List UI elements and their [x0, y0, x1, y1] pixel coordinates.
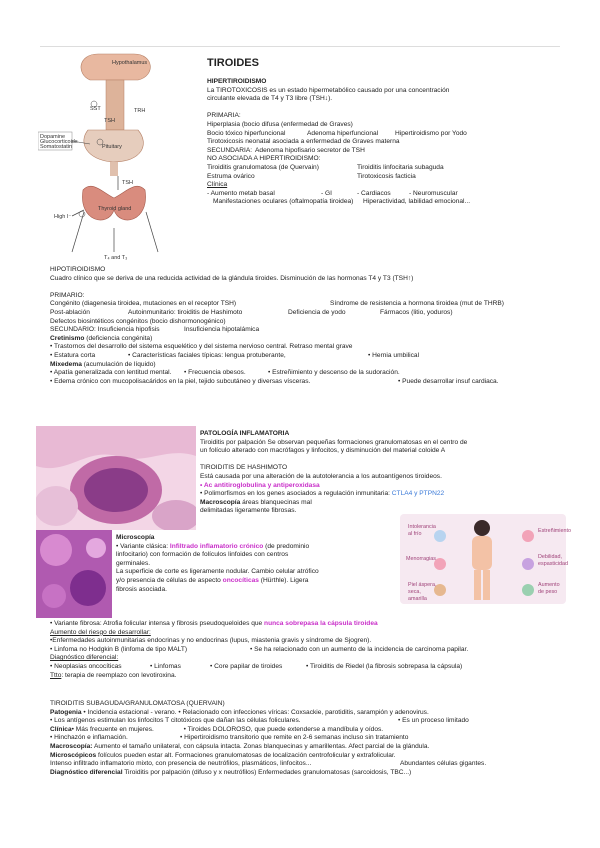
macroscopia-text-2: delimitadas ligeramente fibrosas.	[200, 507, 297, 515]
quervain-ddx-label: Diagnóstico diferencial	[50, 768, 123, 776]
mix-bullet-2b: • Puede desarrollar insuf cardiaca.	[398, 377, 499, 385]
macroscopia-text: áreas blanquecinas mal	[240, 498, 312, 506]
hyper-def1: La TIROTOXICOSIS es un estado hipermetabólico causado por una concentración	[207, 86, 450, 94]
hyper-block	[207, 78, 470, 207]
secundario-b: Insuficiencia hipotalámica	[184, 326, 260, 334]
micro-1c: (de predominio	[263, 542, 310, 550]
micro-3: germinales.	[116, 559, 151, 567]
symptom-piel: Piel áspera, seca, amarilla	[408, 582, 437, 602]
primaria-2b: Adenoma hiperfuncional	[307, 129, 379, 137]
quervain-clinica-2b: • Hipertiroidismo transitorio que remite en 2-6 semanas incluso sin tratamiento	[180, 734, 409, 742]
patogenia-2a: • Los antígenos estimulan los linfocitos T citotóxicos que dañan las células foliculares.	[50, 717, 301, 725]
micro-6: fibrosis asociada.	[116, 585, 167, 593]
ddx-1b: • Linfomas	[150, 662, 181, 670]
quervain-ddx-text: Tiroiditis por palpación (difuso y x neutrófilos) Enfermedades granulomatosas (sarcoidosis, TBC...)	[122, 768, 412, 776]
quervain-micro-2b: Abundantes células gigantes.	[400, 760, 487, 768]
hipo-heading: HIPOTIROIDISMO	[50, 266, 106, 273]
inflam-line-2: un folículo alterado con macrófagos y linfocitos, y disminución del material coloide A	[200, 447, 446, 455]
clinica-1a: - Aumento metab basal	[207, 189, 275, 197]
tsh-lower-label: TSH	[122, 180, 133, 186]
quervain-clinica-label: Clínica	[50, 725, 72, 733]
primario-1a: Congénito (diagenesia tiroidea, mutaciones en el receptor TSH)	[50, 300, 237, 308]
quervain-clinica-1b: • Más frecuente en mujeres.	[71, 725, 154, 733]
secundaria-value: Adenoma hipofisario secretor de TSH	[255, 146, 365, 154]
quervain-block	[50, 700, 486, 777]
clinica-1c: - Cardiacos	[357, 189, 391, 197]
micro-5c: (Hürthle). Ligera	[258, 576, 309, 584]
patogenia-label: Patogenia	[50, 708, 82, 716]
quervain-micro-2a: Intenso infiltrado inflamatorio mixto, con presencia de neutrófilos, plasmáticos, linfocitos...	[50, 760, 312, 768]
clinica-1b: - GI	[321, 189, 332, 197]
primario-2b: Autoinmunitario: tiroiditis de Hashimoto	[128, 308, 243, 316]
mixedema-note: (acumulación de líquido)	[81, 360, 156, 368]
primario-2d: Fármacos (litio, yoduros)	[380, 308, 453, 316]
quervain-macro-text: Aumento el tamaño unilateral, con cápsula intacta. Zonas blanquecinas y amarillentas. Afect parcial de la glándula.	[92, 742, 430, 750]
hyper-heading: HIPERTIROIDISMO	[207, 78, 267, 85]
cretinismo-label: Cretinismo	[50, 334, 85, 342]
inflam-block	[200, 430, 467, 516]
noasoc-2b: Tirotoxicosis facticia	[357, 172, 416, 180]
inflam-line-1: Tiroiditis por palpación Se observan pequeñas formaciones granulomatosas en el centro de	[200, 438, 468, 446]
mix-bullet-1c: • Estreñimiento y descenso de la sudoración.	[268, 369, 400, 377]
inflam-heading: PATOLOGÍA INFLAMATORIA	[200, 430, 290, 437]
patogenia-1: • Incidencia estacional - verano. • Relacionado con infecciones víricas: Coxsackie, parotiditis, sarampión y adenovirus.	[81, 708, 429, 716]
thyroid-axis-diagram	[38, 52, 198, 262]
macroscopia-label: Macroscopía	[200, 498, 241, 506]
symptom-intolerancia: Intolerancia al frío	[408, 524, 436, 537]
riesgo-1: •Enfermedades autoinmunitarias endocrinas y no endocrinas (lupus, miastenia gravis y síndrome de Sjogren).	[50, 637, 372, 645]
sst-label: SST	[90, 106, 101, 112]
variante-fibrosa-b: nunca sobrepasa la cápsula tiroidea	[264, 620, 378, 627]
ddx-label: Diagnóstico diferencial:	[50, 654, 119, 662]
thyroid-gland-label: Thyroid gland	[98, 206, 132, 212]
t4-t3-label: T₄ and T₃	[104, 255, 128, 261]
page-title: TIROIDES	[207, 57, 259, 69]
patogenia-2b: • Es un proceso limitado	[398, 717, 469, 725]
clinica-1d: - Neuromuscular	[409, 189, 458, 197]
histology-image-lymphocytic	[36, 530, 112, 618]
primaria-2a: Bocio tóxico hiperfuncional	[207, 129, 286, 137]
hashimoto-3a: • Polimorfismos en los genes asociados a regulación inmunitaria:	[200, 490, 392, 498]
cret-bullet-2c: • Hernia umbilical	[368, 351, 420, 359]
primario-2c: Deficiencia de yodo	[288, 308, 346, 316]
primario-3: Defectos biosintéticos congénitos (bocio dishormonogénico)	[50, 317, 226, 325]
primaria-1: Hiperplasia (bocio difusa (enfermedad de Graves)	[207, 120, 353, 128]
riesgo-2b: • Se ha relacionado con un aumento de la incidencia de carcinoma papilar.	[250, 645, 469, 653]
secundario-a: SECUNDARIO: Insuficiencia hipofisis	[50, 326, 160, 334]
quervain-macro-label: Macroscopía:	[50, 742, 93, 750]
hashimoto-1: Está causada por una alteración de la autotolerancia a los autoantígenos tiroideos.	[200, 472, 442, 480]
primario-label: PRIMARIO:	[50, 291, 85, 299]
hashimoto-2: • Ac antitiroglobulina y antiperoxidasa	[200, 481, 320, 489]
hashimoto-heading: TIROIDITIS DE HASHIMOTO	[200, 464, 288, 472]
primario-1b: Síndrome de resistencia a hormona tiroidea (mut de THRB)	[330, 300, 504, 308]
histology-image-hashimoto	[36, 426, 196, 530]
cret-bullet-2a: • Estatura corta	[50, 351, 96, 359]
noasoc-1a: Tiroiditis granulomatosa (de Quervain)	[207, 163, 319, 171]
ddx-1c: • Core papilar de tiroides	[210, 662, 283, 670]
tto-text: : terapia de reemplazo con levotiroxina.	[61, 671, 177, 679]
micro-5a: y/o presencia de células de aspecto	[116, 576, 223, 584]
primaria-label: PRIMARIA:	[207, 112, 241, 120]
quervain-clinica-2a: • Hinchazón e inflamación.	[50, 734, 128, 742]
hashimoto-extra-block	[50, 620, 468, 680]
micro-5b: oncocíticas	[222, 576, 259, 584]
micro-2: linfocitario) con formación de folículos linfoides con centros	[116, 551, 289, 559]
microscopia-label: Microscopía	[116, 534, 155, 541]
mix-bullet-1a: • Apatía generalizada con lentitud mental.	[50, 369, 172, 377]
variante-fibrosa-a: • Variante fibrosa: Atrofia folicular intensa y fibrosis pseudoqueloides que	[50, 620, 265, 627]
riesgo-label: Aumento del riesgo de desarrollar:	[50, 628, 151, 636]
symptoms-panel	[400, 514, 571, 604]
cretinismo-note: (deficiencia congénita)	[84, 334, 153, 342]
symptom-estrenimiento: Estreñimiento	[538, 528, 571, 534]
glucocorticoids-label: Glucocorticoids	[40, 139, 78, 145]
riesgo-2a: • Linfoma no Hodgkin B (linfoma de tipo MALT)	[50, 645, 188, 653]
mixedema-label: Mixedema	[50, 360, 82, 368]
noasoc-label: NO ASOCIADA A HIPERTIROIDISMO:	[207, 155, 321, 163]
secundaria-label: SECUNDARIA:	[207, 146, 253, 154]
symptom-menorragias: Menorragias	[406, 556, 436, 562]
cret-bullet-2b: • Características faciales típicas: lengua protuberante,	[128, 351, 286, 359]
clinica-2a: Manifestaciones oculares (oftalmopatía tiroidea)	[213, 198, 354, 206]
ddx-1d: • Tiroiditis de Riedel (la fibrosis sobrepasa la cápsula)	[306, 662, 463, 670]
micro-4: La superficie de corte es ligeramente nodular. Cambio celular atrófico	[116, 568, 319, 576]
micro-1a: • Variante clásica:	[116, 542, 170, 550]
primaria-2c: Hipertiroidismo por Yodo	[395, 129, 467, 137]
hypothalamus-label: Hypothalamus	[112, 60, 148, 66]
ddx-1a: • Neoplasias oncocíticas	[50, 662, 122, 670]
dopamine-label: Dopamine	[40, 134, 66, 140]
clinica-2b: Hiperactividad, labilidad emocional...	[363, 198, 471, 206]
primaria-3: Tirotoxicosis neonatal asociada a enfermedad de Graves materna	[207, 138, 400, 146]
quervain-heading: TIROIDITIS SUBAGUDA/GRANULOMATOSA (QUERVAIN)	[50, 700, 225, 707]
high-iodide-label: High I⁻	[54, 214, 72, 220]
hyper-clinica: Clínica	[207, 181, 228, 189]
trh-label: TRH	[134, 108, 146, 114]
tsh-upper-label: TSH	[104, 118, 115, 124]
noasoc-2a: Estruma ovárico	[207, 172, 255, 180]
pituitary-label: Pituitary	[102, 144, 122, 150]
hyper-def2: circulante elevada de T4 y T3 libre (TSH↓).	[207, 95, 333, 103]
quervain-clinica-1c: • Tiroides DOLOROSO, que puede extenderse a mandíbula y oídos.	[183, 725, 384, 733]
micro-block	[116, 534, 319, 594]
symptom-debilidad: Debilidad, espasticidad	[538, 554, 568, 567]
hashimoto-3b: CTLA4 y PTPN22	[391, 490, 445, 498]
hipo-block	[50, 266, 504, 386]
quervain-micro-1: folículos pueden estar alt. Formaciones granulomatosas de localización centrofolicular y extrafolicular.	[96, 751, 396, 759]
quervain-micro-label: Microscópicos	[50, 751, 97, 759]
tto-label: Ttto	[50, 671, 62, 679]
cret-bullet-1: • Trastornos del desarrollo del sistema esquelético y del sistema nervioso central. Retraso mental grave	[50, 343, 353, 351]
mix-bullet-2a: • Edema crónico con mucopolisacáridos en la piel, tejido subcutáneo y diversas vísceras.	[50, 377, 311, 385]
mix-bullet-1b: • Frecuencia obesos.	[184, 369, 246, 377]
somatostatin-label: Somatostatin	[40, 144, 73, 150]
primario-2a: Post-ablación	[50, 308, 90, 316]
top-rule	[40, 46, 560, 47]
symptom-peso: Aumento de peso	[538, 582, 560, 595]
micro-1b: Infiltrado inflamatorio crónico	[169, 542, 264, 550]
noasoc-1b: Tiroiditis linfocitaria subaguda	[357, 163, 444, 171]
hipo-def: Cuadro clínico que se deriva de una reducida actividad de la glándula tiroides. Disminución de las hormonas T4 y T3 (TSH↑)	[50, 274, 414, 282]
